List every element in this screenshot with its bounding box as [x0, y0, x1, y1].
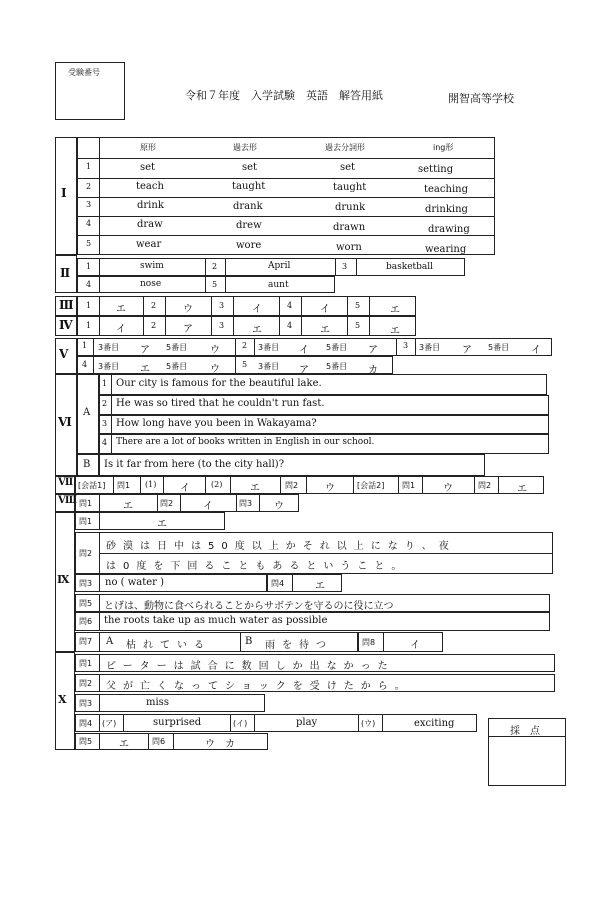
- s1-row-number: 3: [86, 200, 92, 209]
- s3-answer: エ: [390, 305, 400, 316]
- s1-row-number: 4: [86, 219, 92, 228]
- s9-q3-label: 問3: [79, 579, 93, 588]
- s5-answer: カ: [368, 365, 378, 376]
- s9-answer: 雨を待つ: [265, 640, 333, 651]
- s5-answer: ア: [299, 365, 309, 376]
- s5-item-number: 3: [403, 341, 409, 350]
- s9-answer: 枯れている: [126, 640, 211, 651]
- s8-answer: ウ: [274, 501, 284, 512]
- s4-numeral: Ⅳ: [59, 318, 73, 332]
- s3-item-number: 4: [287, 301, 293, 310]
- s5-answer: ア: [462, 345, 472, 356]
- s2-answer: April: [268, 261, 291, 271]
- s3-item-number: 5: [355, 301, 361, 310]
- s10-q1-label: 問1: [79, 659, 93, 668]
- s5-order3-label: 3番目: [258, 362, 280, 371]
- s4-item-number: 2: [151, 321, 157, 330]
- s2-answer: basketball: [386, 262, 434, 272]
- s8-numeral: Ⅷ: [58, 495, 77, 506]
- s10-q4-label: 問4: [79, 719, 93, 728]
- s5-item-number: 4: [82, 360, 88, 369]
- s10-answer: ウ カ: [205, 739, 235, 750]
- s2-answer: aunt: [268, 280, 289, 290]
- s9-answer: エ: [315, 581, 325, 592]
- s10-answer: 父が亡くなってショックを受けたから。: [106, 681, 412, 692]
- s6-answer: He was so tired that he couldn't run fast.: [116, 398, 325, 409]
- s5-item-number: 5: [242, 360, 248, 369]
- s1-header-base: 原形: [140, 143, 156, 152]
- s8-answer: エ: [123, 501, 133, 512]
- s9-q3-row: [75, 574, 267, 592]
- s10-answer: miss: [146, 697, 169, 708]
- s5-answer: イ: [299, 345, 309, 356]
- s6-b-answer: Is it far from here (to the city hall)?: [104, 459, 285, 470]
- s10-q4u-label: (ウ): [361, 719, 376, 728]
- s7-q2-label: 問2: [285, 481, 299, 490]
- s2-item-number: 5: [212, 280, 218, 289]
- s7-k2q1-label: 問1: [402, 481, 416, 490]
- s8-q-label: 問2: [160, 499, 174, 508]
- s1-answer: wore: [236, 240, 262, 251]
- s6-item-number: 1: [102, 379, 108, 388]
- s1-answer: drunk: [335, 202, 366, 213]
- s1-row-number: 2: [86, 182, 92, 191]
- s5-order3-label: 3番目: [258, 343, 280, 352]
- s1-answer: drank: [233, 201, 263, 212]
- s7-answer: エ: [250, 483, 260, 494]
- s10-q3-label: 問3: [79, 699, 93, 708]
- s9-q2-label: 問2: [79, 549, 93, 558]
- s1-header-ing: ing形: [433, 143, 454, 152]
- s1-answer: set: [340, 162, 356, 173]
- s5-order5-label: 5番目: [326, 362, 348, 371]
- s1-answer: draw: [137, 219, 163, 230]
- s3-numeral: Ⅲ: [59, 298, 74, 312]
- s5-item-number: 2: [242, 341, 248, 350]
- s4-answer: イ: [116, 324, 126, 335]
- s1-answer: taught: [333, 182, 367, 193]
- s10-answer: ピーターは試合に数回しか出なかった: [106, 661, 395, 672]
- s1-answer: set: [242, 162, 258, 173]
- s3-row: [77, 296, 416, 316]
- s5-answer: ウ: [210, 364, 220, 375]
- s1-answer: drew: [236, 220, 262, 231]
- s10-q4a-label: (ア): [102, 719, 117, 728]
- s1-numeral: Ⅰ: [61, 186, 67, 200]
- s1-answer: wearing: [425, 244, 467, 255]
- s1-table: [77, 137, 495, 255]
- s9-q1-label: 問1: [79, 517, 93, 526]
- s5-order3-label: 3番目: [98, 362, 120, 371]
- s5-answer: エ: [140, 364, 150, 375]
- s10-answer: exciting: [414, 718, 455, 729]
- s3-answer: イ: [320, 304, 330, 315]
- page-title: 令和７年度 入学試験 英語 解答用紙: [185, 89, 383, 102]
- s7-answer: エ: [517, 484, 527, 495]
- s9-q7a-label: A: [106, 636, 114, 647]
- s4-answer: ア: [183, 324, 193, 335]
- s7-answer: イ: [180, 483, 190, 494]
- s10-q5-label: 問5: [79, 737, 93, 746]
- s5-answer: イ: [531, 345, 541, 356]
- s2-item-number: 3: [342, 262, 348, 271]
- s6-answer: There are a lot of books written in English in our school.: [116, 437, 375, 447]
- s1-header-past: 過去形: [233, 143, 257, 152]
- s4-answer: エ: [320, 325, 330, 336]
- s10-q4i-label: (イ): [233, 719, 248, 728]
- s1-answer: teach: [136, 181, 164, 192]
- s9-q2-answer-line2: は0度を下回ることもあるということ。: [106, 561, 409, 572]
- s9-answer: the roots take up as much water as possible: [104, 615, 328, 626]
- s2-item-number: 1: [86, 262, 92, 271]
- exam-number-label: 受験番号: [68, 68, 100, 77]
- s2-numeral: Ⅱ: [60, 266, 71, 280]
- s1-row-number: 1: [86, 162, 92, 171]
- s5-answer: ウ: [210, 345, 220, 356]
- s1-answer: setting: [418, 164, 454, 175]
- score-label: 採 点: [510, 726, 540, 737]
- s3-item-number: 2: [151, 301, 157, 310]
- s5-order5-label: 5番目: [166, 362, 188, 371]
- s9-answer: no ( water ): [105, 577, 165, 588]
- s7-k2q2-label: 問2: [478, 481, 492, 490]
- s7-kaiwa1-label: [会話1]: [78, 481, 106, 490]
- s5-item-number: 1: [82, 341, 88, 350]
- s4-answer: エ: [390, 326, 400, 337]
- s7-q1-label: 問1: [117, 481, 131, 490]
- school-name: 開智高等学校: [448, 92, 514, 105]
- s6-item-number: 3: [102, 419, 108, 428]
- s9-q1-row: [75, 512, 225, 530]
- s3-answer: ウ: [183, 304, 193, 315]
- s9-q8-label: 問8: [362, 638, 376, 647]
- s9-q6-label: 問6: [79, 617, 93, 626]
- s5-order5-label: 5番目: [326, 343, 348, 352]
- s1-answer: drink: [137, 200, 164, 211]
- s9-q4-label: 問4: [271, 579, 285, 588]
- s10-numeral: Ⅹ: [58, 693, 67, 706]
- s9-answer: イ: [410, 640, 420, 651]
- s2-answer: swim: [140, 261, 164, 271]
- s2-item-number: 2: [212, 262, 218, 271]
- s10-q6-label: 問6: [152, 737, 166, 746]
- s5-numeral: Ⅴ: [59, 347, 69, 361]
- s8-q-label: 問3: [239, 499, 253, 508]
- s9-q2-answer-line1: 砂漠は日中は50度以上かそれ以上になり、夜: [106, 541, 456, 552]
- s4-answer: エ: [252, 325, 262, 336]
- s6-item-number: 4: [102, 438, 108, 447]
- s6-answer: How long have you been in Wakayama?: [116, 418, 317, 429]
- s1-row-number: 5: [86, 239, 92, 248]
- s4-row: [77, 316, 416, 336]
- s3-item-number: 1: [86, 301, 92, 310]
- s1-answer: drinking: [425, 204, 468, 215]
- s8-answer: イ: [203, 501, 213, 512]
- s7-part2-label: (2): [211, 480, 223, 489]
- s6-answer: Our city is famous for the beautiful lake.: [116, 378, 322, 389]
- s2-item-number: 4: [86, 280, 92, 289]
- s7-numeral: Ⅶ: [58, 477, 74, 488]
- s10-q3-row: [75, 694, 265, 712]
- s8-row: [75, 494, 299, 512]
- s10-answer: surprised: [153, 717, 202, 728]
- s7-answer: ウ: [443, 483, 453, 494]
- s2-answer: nose: [140, 279, 162, 289]
- s1-answer: wear: [136, 239, 162, 250]
- s9-numeral: Ⅸ: [57, 573, 70, 586]
- s9-q5-label: 問5: [79, 599, 93, 608]
- s6-item-number: 2: [102, 399, 108, 408]
- s7-answer: ウ: [325, 483, 335, 494]
- s9-q7b-label: B: [245, 636, 253, 647]
- s9-q7-label: 問7: [79, 637, 93, 646]
- s5-answer: ア: [368, 345, 378, 356]
- s6-b-label: B: [83, 459, 91, 470]
- s1-answer: drawing: [428, 224, 470, 235]
- s3-item-number: 3: [219, 301, 225, 310]
- s5-answer: ア: [140, 345, 150, 356]
- s5-order3-label: 3番目: [98, 343, 120, 352]
- s3-answer: イ: [252, 304, 262, 315]
- s10-answer: play: [296, 717, 318, 728]
- s4-item-number: 1: [86, 321, 92, 330]
- s1-header-pp: 過去分詞形: [325, 143, 365, 152]
- s5-order3-label: 3番目: [419, 343, 441, 352]
- s4-item-number: 3: [219, 321, 225, 330]
- s1-answer: set: [140, 162, 156, 173]
- s5-order5-label: 5番目: [166, 343, 188, 352]
- s2-row2: [77, 276, 335, 293]
- s4-item-number: 4: [287, 321, 293, 330]
- s10-q5-row: [75, 733, 268, 750]
- s7-part1-label: (1): [145, 480, 157, 489]
- s1-answer: worn: [336, 242, 362, 253]
- s6-numeral: Ⅵ: [58, 415, 72, 429]
- s8-q-label: 問1: [79, 499, 93, 508]
- s1-answer: teaching: [424, 184, 468, 195]
- s6-a-label: A: [83, 407, 91, 418]
- s7-kaiwa2-label: [会話2]: [357, 481, 385, 490]
- s4-item-number: 5: [355, 321, 361, 330]
- s3-answer: エ: [116, 304, 126, 315]
- s1-answer: drawn: [333, 222, 366, 233]
- s1-answer: taught: [232, 181, 266, 192]
- s9-answer: エ: [157, 519, 167, 530]
- s5-order5-label: 5番目: [488, 343, 510, 352]
- s9-answer: とげは、動物に食べられることからサボテンを守るのに役に立つ: [104, 601, 394, 612]
- s10-answer: エ: [119, 739, 129, 750]
- s10-q2-label: 問2: [79, 679, 93, 688]
